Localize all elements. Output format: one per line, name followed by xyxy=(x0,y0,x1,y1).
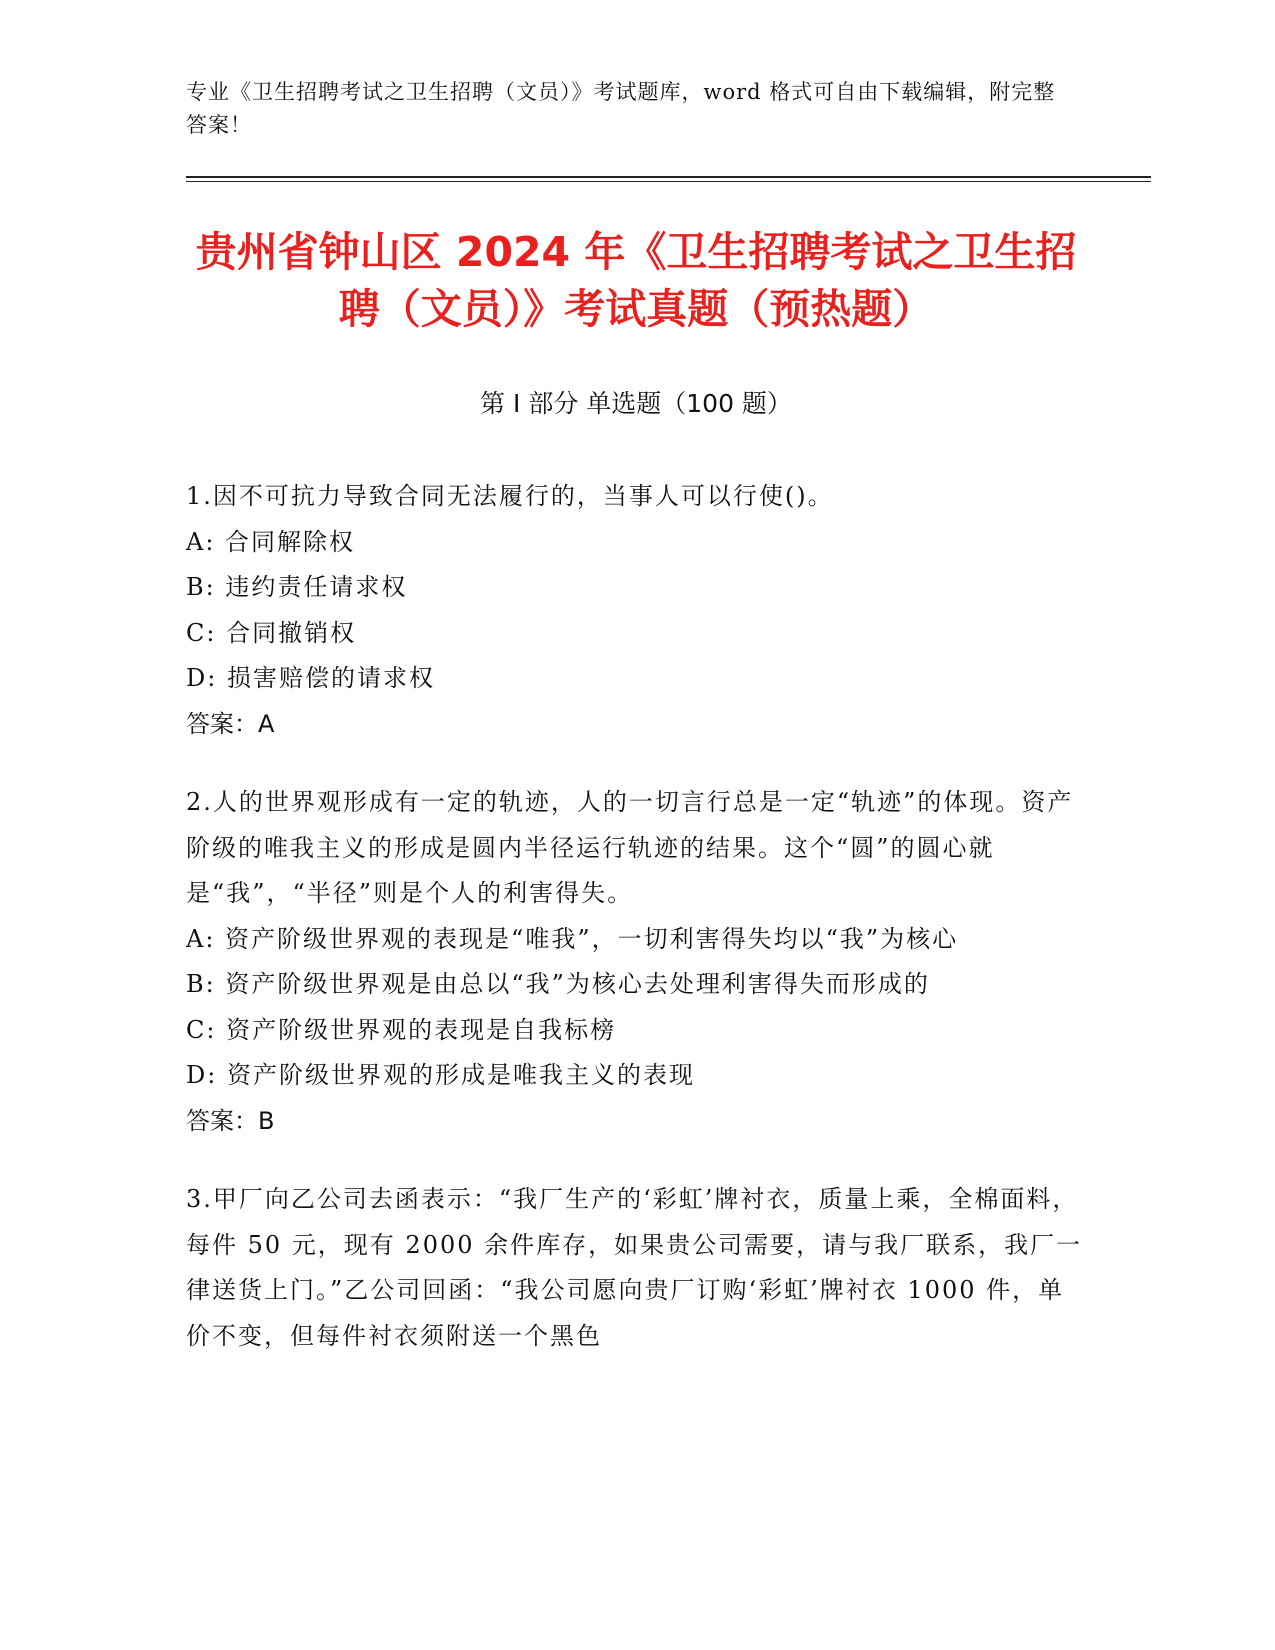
option-d: D: 资产阶级世界观的形成是唯我主义的表现 xyxy=(186,1061,695,1089)
answer-line: 答案：A xyxy=(186,709,275,738)
section-heading: 第 I 部分 单选题（100 题） xyxy=(480,389,792,418)
option-a: A: 资产阶级世界观的表现是“唯我”，一切利害得失均以“我”为核心 xyxy=(186,924,959,953)
question-stem: 3.甲厂向乙公司去函表示：“我厂生产的‘彩虹’牌衬衣，质量上乘，全棉面料，每件 50 元，现有 2000 余件库存，如果贵公司需要，请与我厂联系，我厂一律送货上门。”乙公司回函：“我公司愿向贵厂订购‘彩虹’牌衬衣 1000 件，单价不变，但每件衬衣须附送一个黑色 xyxy=(186,1185,1083,1350)
header-divider-thin xyxy=(186,181,1151,182)
question-list xyxy=(186,474,1086,1392)
question-item xyxy=(186,474,1086,747)
question-stem: 2.人的世界观形成有一定的轨迹，人的一切言行总是一定“轨迹”的体现。资产阶级的唯我主义的形成是圆内半径运行轨迹的结果。这个“圆”的圆心就是“我”，“半径”则是个人的利害得失。 xyxy=(186,788,1074,907)
header-divider xyxy=(186,176,1151,178)
option-c: C: 资产阶级世界观的表现是自我标榜 xyxy=(186,1015,617,1044)
answer-line: 答案：B xyxy=(186,1106,275,1135)
option-b: B: 违约责任请求权 xyxy=(186,573,408,601)
document-title: 贵州省钟山区 2024 年《卫生招聘考试之卫生招聘（文员）》考试真题（预热题） xyxy=(195,228,1077,333)
question-item xyxy=(186,1177,1086,1359)
option-c: C: 合同撤销权 xyxy=(186,618,357,647)
question-item xyxy=(186,780,1086,1144)
header-note: 专业《卫生招聘考试之卫生招聘（文员）》考试题库，word 格式可自由下载编辑，附完整答案！ xyxy=(186,80,1056,137)
question-stem: 1.因不可抗力导致合同无法履行的，当事人可以行使()。 xyxy=(186,482,834,510)
option-a: A: 合同解除权 xyxy=(186,527,356,556)
option-d: D: 损害赔偿的请求权 xyxy=(186,664,435,692)
option-b: B: 资产阶级世界观是由总以“我”为核心去处理利害得失而形成的 xyxy=(186,970,930,998)
